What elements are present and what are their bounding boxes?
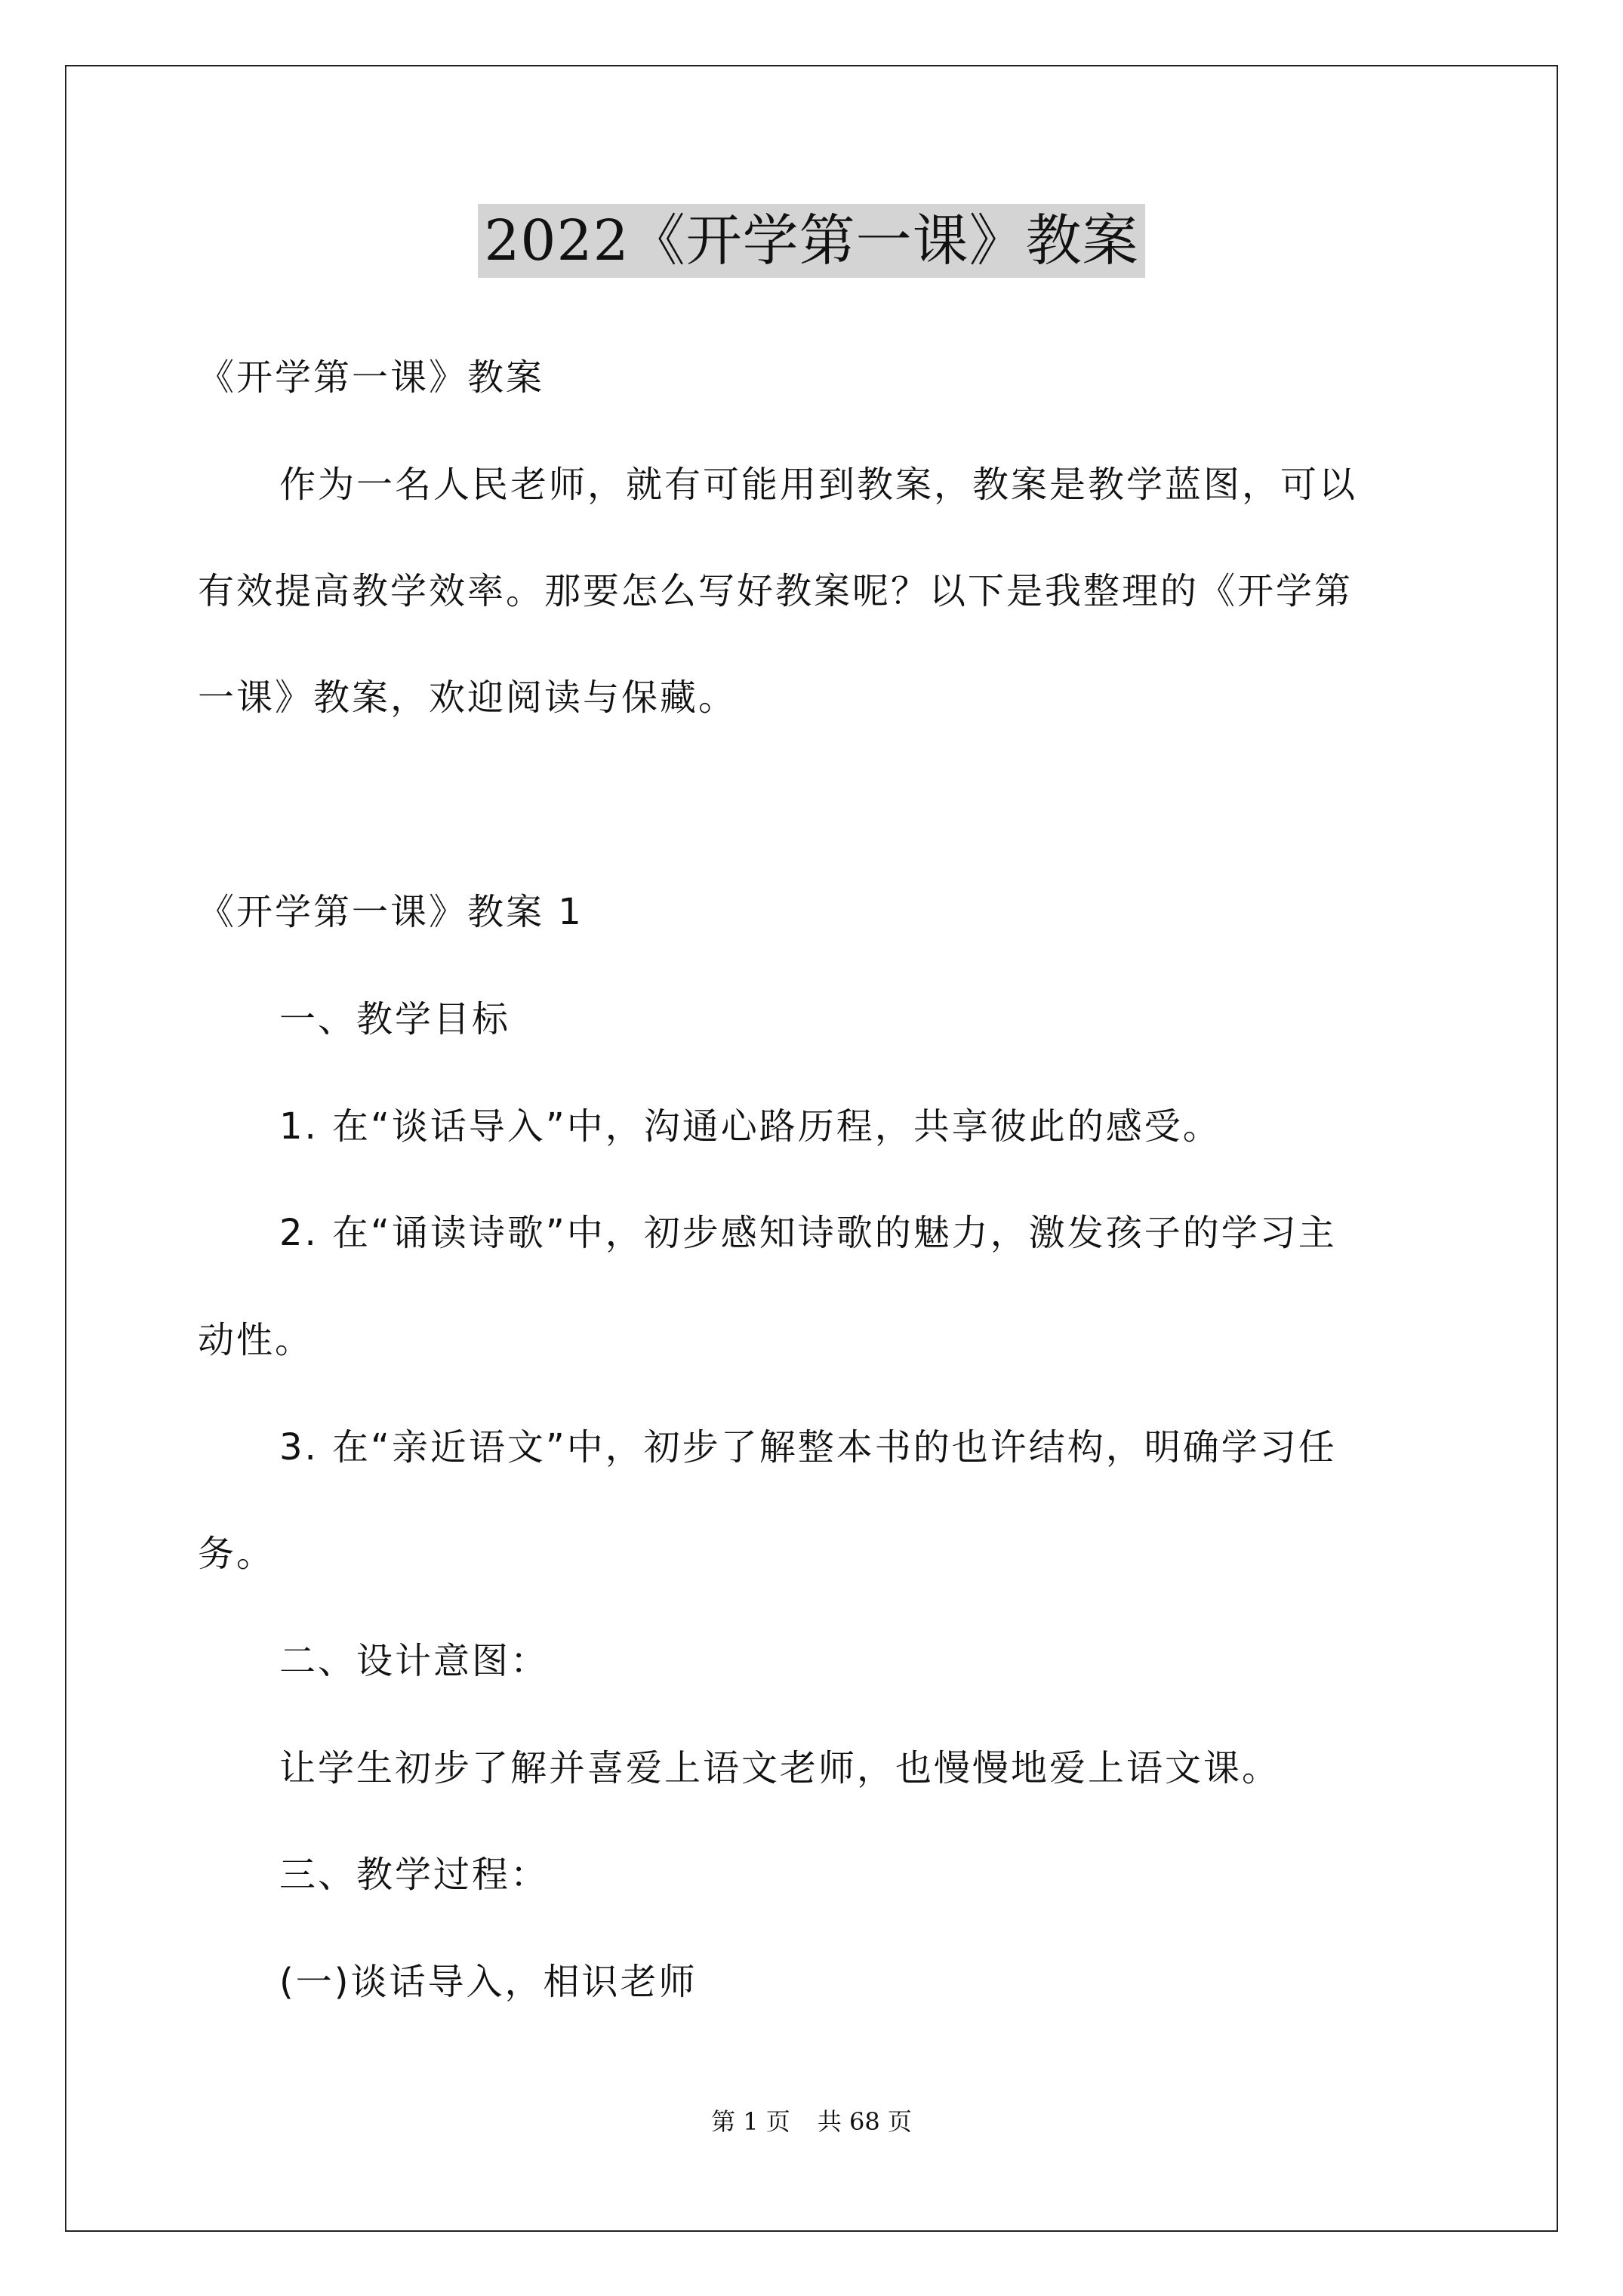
goal-3-line-2: 务。 (198, 1533, 276, 1575)
intro-line-1: 作为一名人民老师，就有可能用到教案，教案是教学蓝图，可以 (279, 464, 1358, 506)
document-title: 2022《开学第一课》教案 (478, 204, 1144, 278)
design-heading: 二、设计意图： (279, 1640, 550, 1682)
goals-heading: 一、教学目标 (279, 998, 511, 1040)
title-area (0, 204, 1623, 278)
design-text: 让学生初步了解并喜爱上语文老师，也慢慢地爱上语文课。 (279, 1747, 1281, 1789)
page-number: 第 1 页 (711, 2107, 790, 2136)
process-heading: 三、教学过程： (279, 1854, 550, 1896)
intro-line-2: 有效提高教学效率。那要怎么写好教案呢？以下是我整理的《开学第 (198, 570, 1354, 612)
section-heading: 《开学第一课》教案 (198, 356, 545, 399)
goal-3-line-1: 3. 在“亲近语文”中，初步了解整本书的也许结构，明确学习任 (279, 1426, 1337, 1469)
process-step-1: (一)谈话导入，相识老师 (279, 1961, 698, 2003)
lesson-heading: 《开学第一课》教案 1 (198, 891, 584, 933)
goal-1: 1. 在“谈话导入”中，沟通心路历程，共享彼此的感受。 (279, 1105, 1221, 1148)
page-total: 共 68 页 (817, 2107, 912, 2136)
goal-2-line-2: 动性。 (198, 1319, 314, 1361)
goal-2-line-1: 2. 在“诵读诗歌”中，初步感知诗歌的魅力，激发孩子的学习主 (279, 1212, 1337, 1254)
page-footer (0, 2106, 1623, 2137)
intro-line-3: 一课》教案，欢迎阅读与保藏。 (198, 676, 738, 719)
